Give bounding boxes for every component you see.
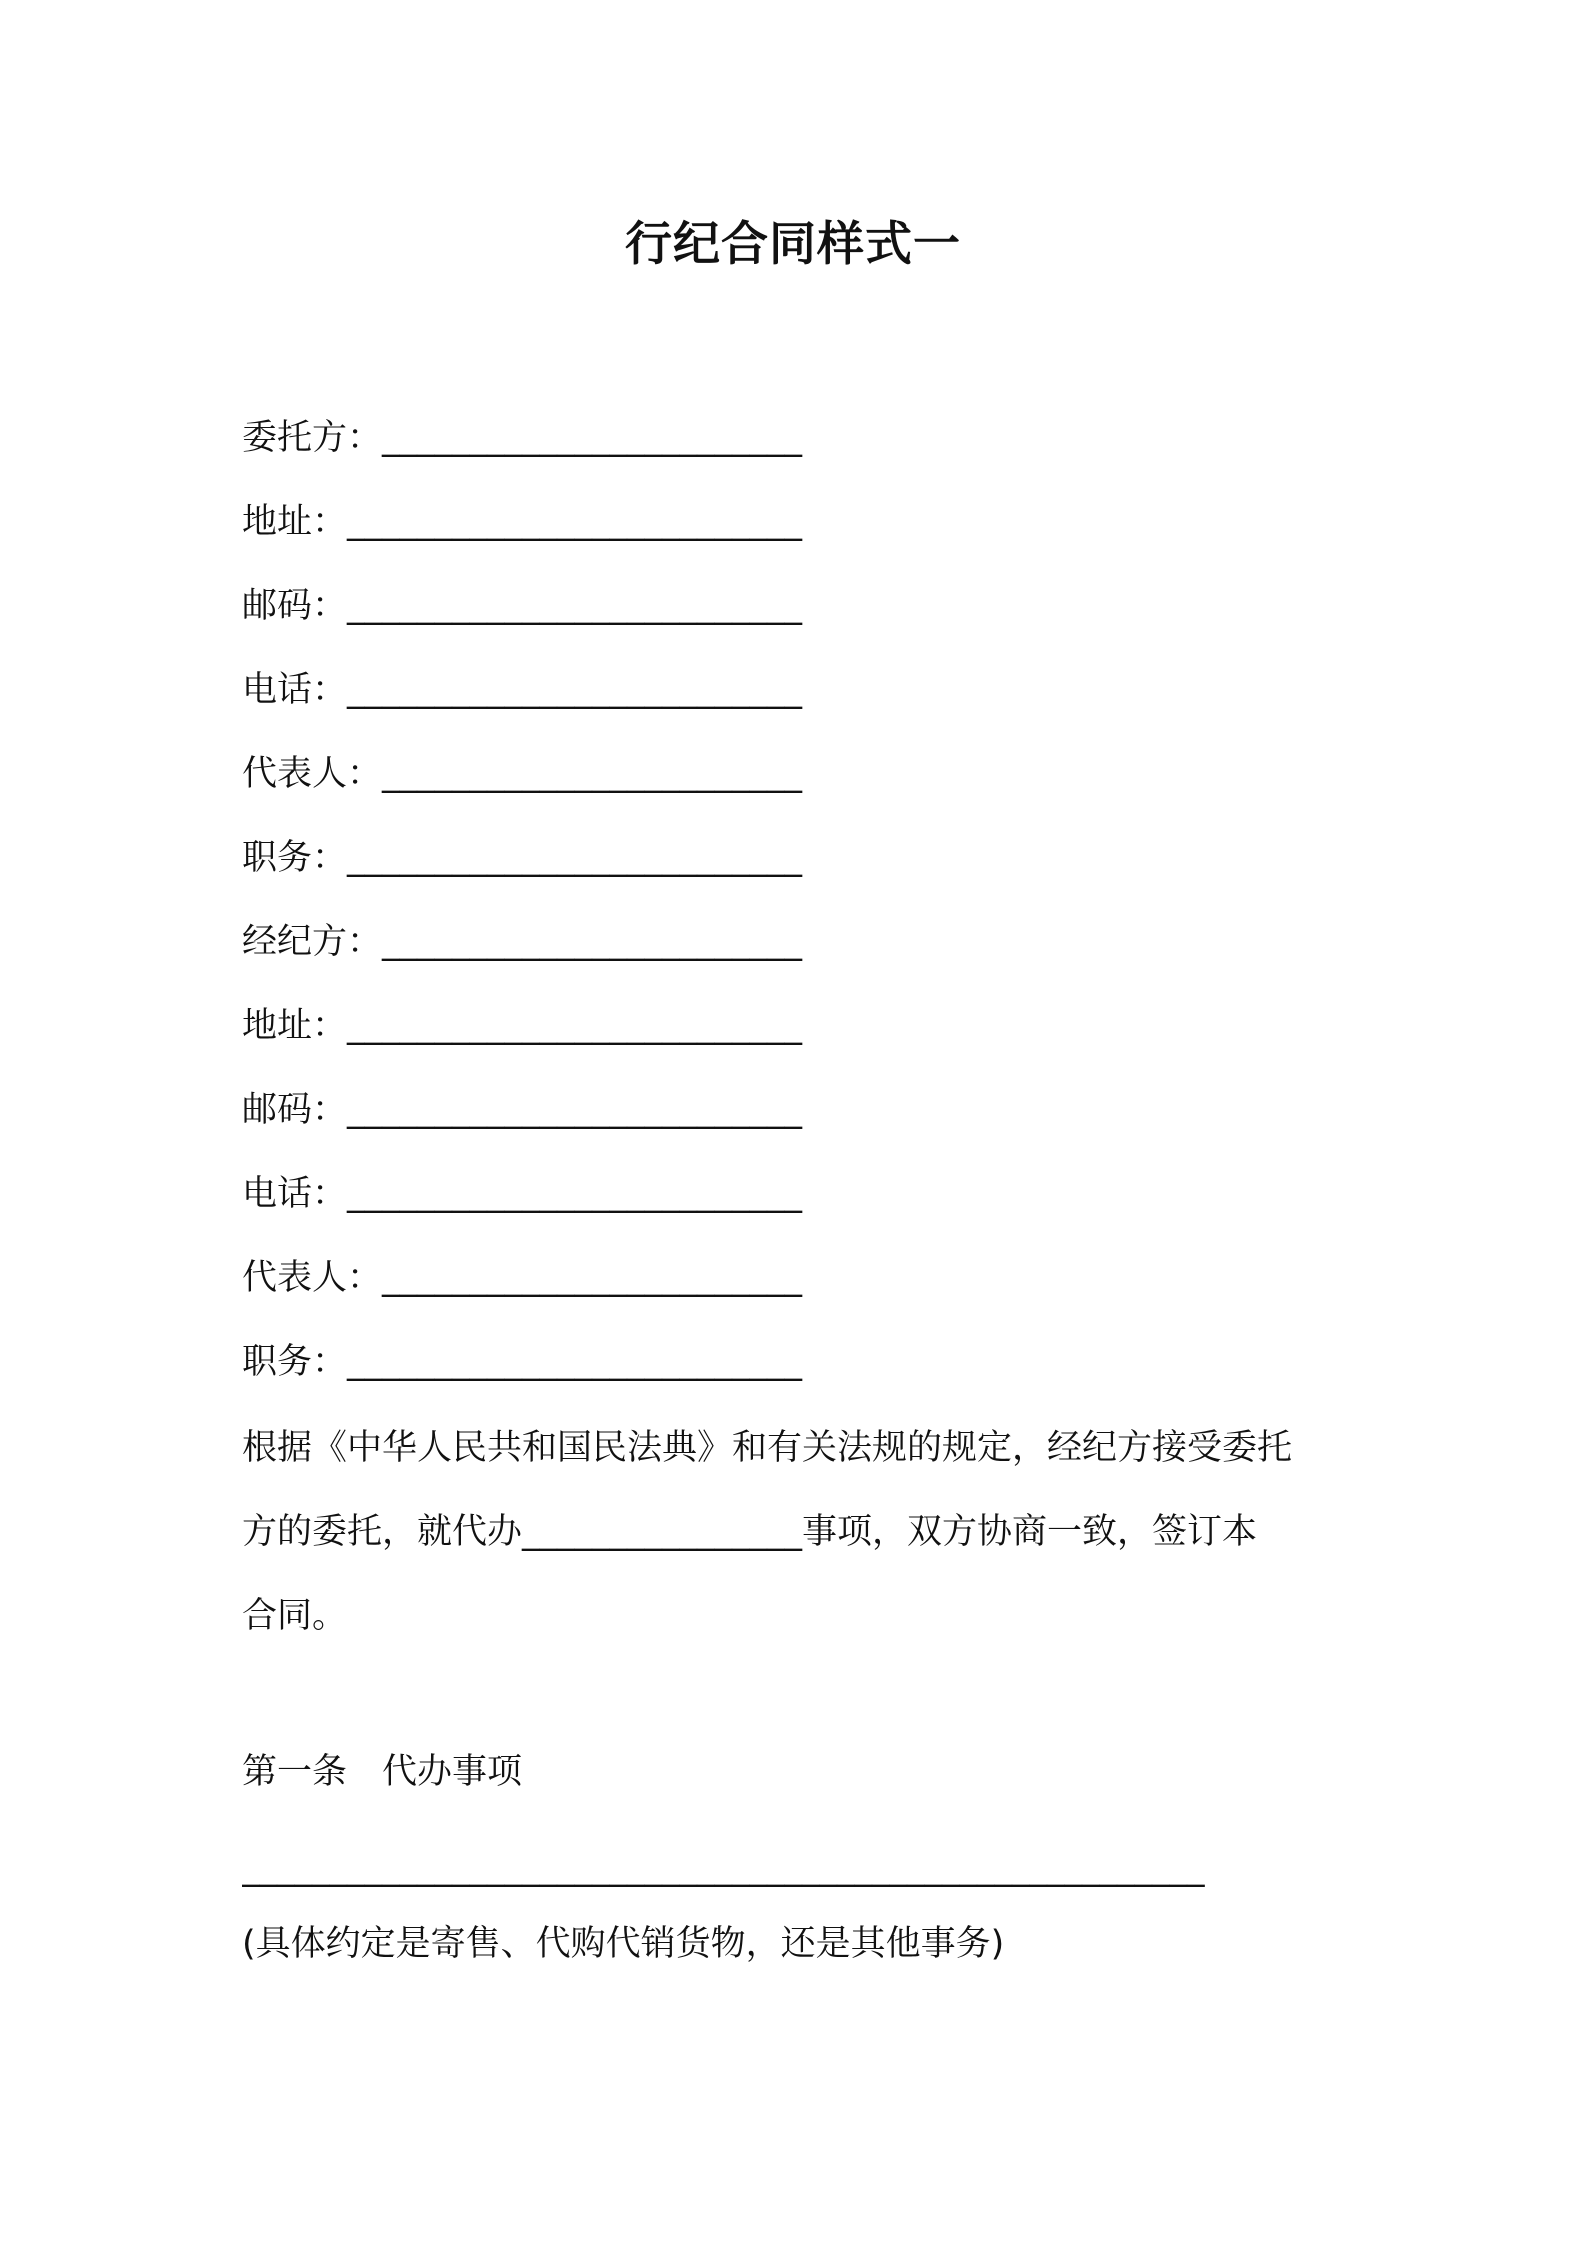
field-label: 地址： [242,1006,348,1046]
field-blank: __________________________ [347,1342,803,1382]
field-broker-address [242,996,1362,1080]
document-title: 行纪合同样式一 [625,217,961,272]
field-broker-phone [242,1164,1362,1248]
field-blank: __________________________ [347,1174,803,1214]
party-fields [242,408,1362,1416]
field-label: 电话： [242,670,348,710]
field-label: 代表人： [242,1258,383,1298]
field-blank: __________________________ [347,502,803,542]
field-client [242,408,1362,492]
article-1-note: (具体约定是寄售、代购代销货物，还是其他事务) [242,1924,1005,1964]
intro-line-2-prefix: 方的委托，就代办 [242,1512,523,1552]
field-label: 地址： [242,502,348,542]
intro-line-3: 合同。 [242,1596,348,1636]
field-label: 职务： [242,1342,348,1382]
field-label: 委托方： [242,418,383,458]
intro-paragraph [242,1406,1362,1658]
field-blank: __________________________ [347,586,803,626]
intro-line-1: 根据《中华人民共和国民法典》和有关法规的规定，经纪方接受委托 [242,1428,1293,1468]
field-client-position [242,828,1362,912]
field-broker-position [242,1332,1362,1416]
field-label: 邮码： [242,586,348,626]
field-blank: __________________________ [347,1006,803,1046]
field-broker-postcode [242,1080,1362,1164]
field-blank: ________________________ [382,922,803,962]
article-1-blank: _______________________________________________________ [242,1848,1205,1888]
field-client-representative [242,744,1362,828]
field-label: 邮码： [242,1090,348,1130]
field-client-phone [242,660,1362,744]
field-label: 职务： [242,838,348,878]
field-blank: ________________________ [382,1258,803,1298]
field-blank: ________________________ [382,418,803,458]
field-blank: __________________________ [347,838,803,878]
field-blank: ________________________ [382,754,803,794]
field-broker [242,912,1362,996]
field-blank: __________________________ [347,670,803,710]
field-broker-representative [242,1248,1362,1332]
intro-line-2-suffix: 事项，双方协商一致，签订本 [802,1512,1258,1552]
field-label: 代表人： [242,754,383,794]
field-label: 经纪方： [242,922,383,962]
field-label: 电话： [242,1174,348,1214]
field-client-postcode [242,576,1362,660]
field-client-address [242,492,1362,576]
article-1-heading: 第一条 代办事项 [242,1752,523,1792]
intro-matter-blank: ________________ [522,1512,803,1552]
field-blank: __________________________ [347,1090,803,1130]
intro-line-2 [242,1490,1362,1574]
